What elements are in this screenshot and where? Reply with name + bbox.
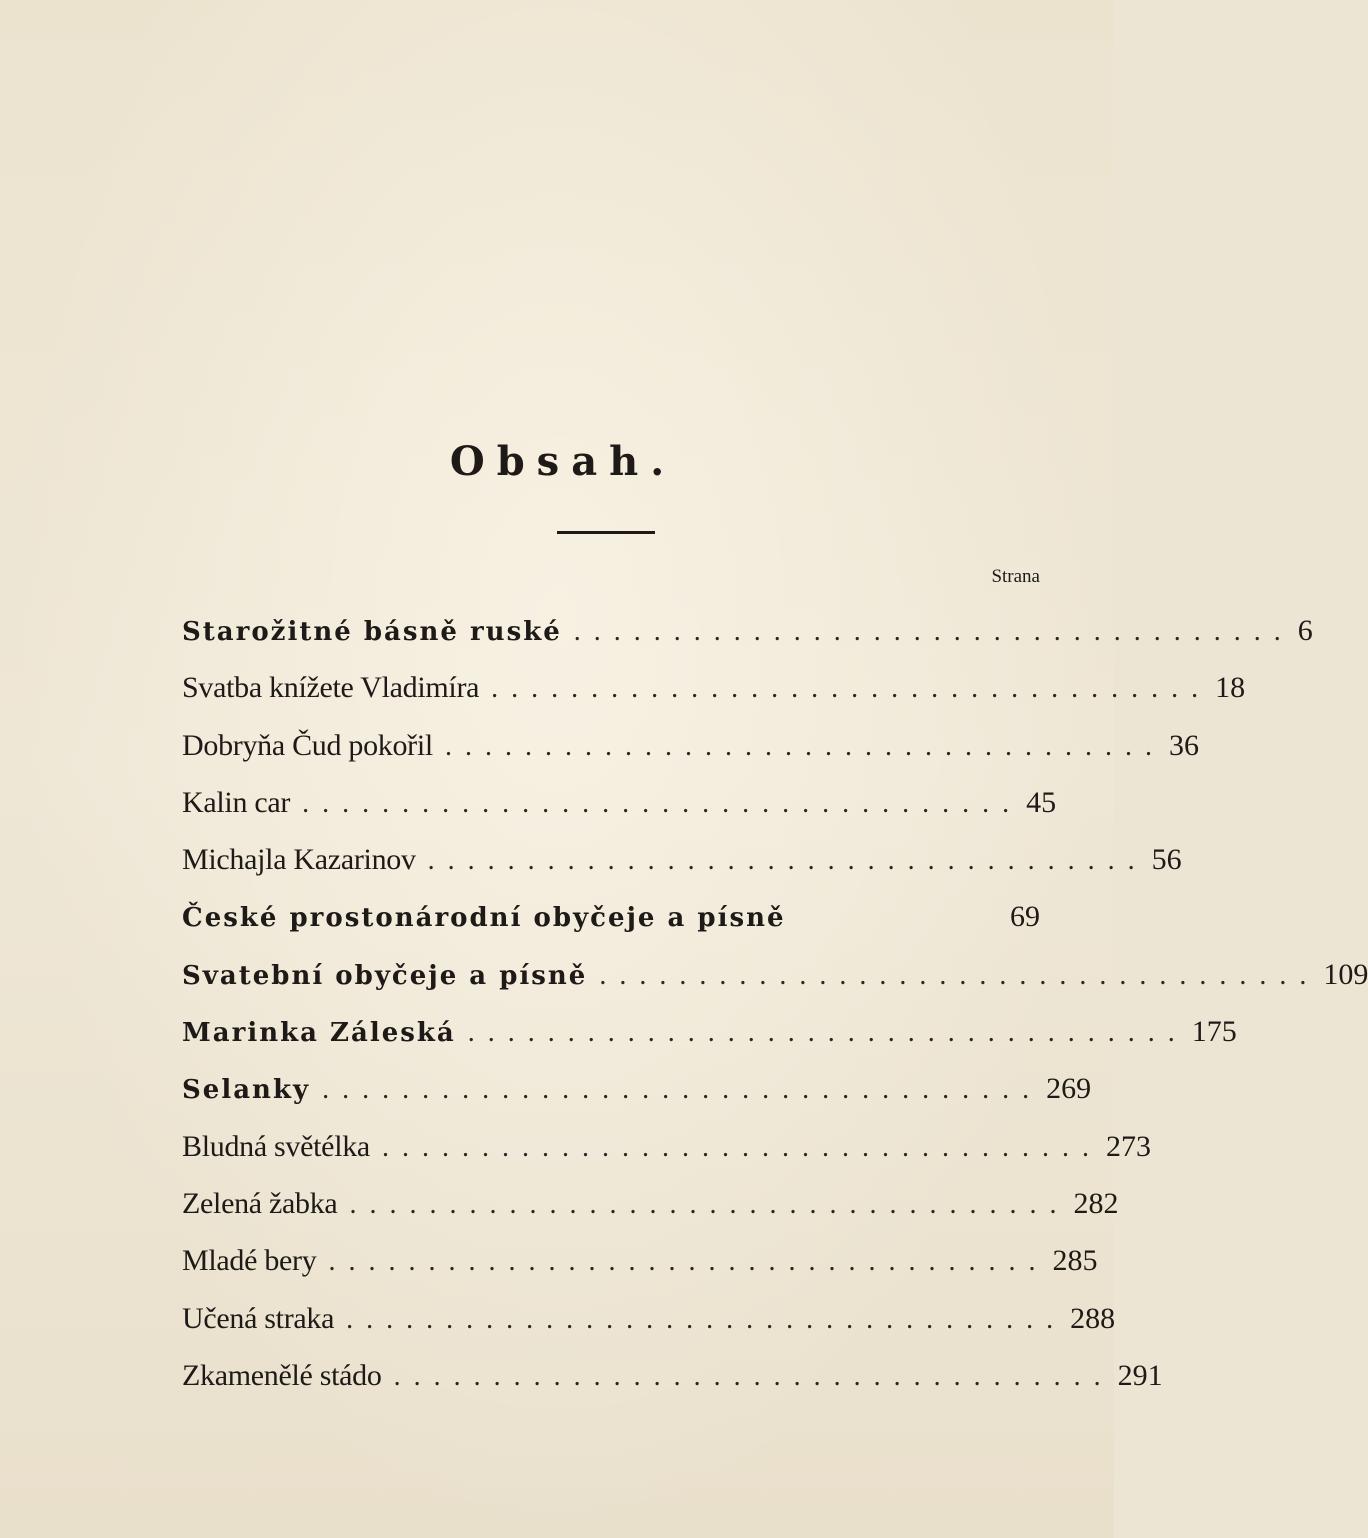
dot-leader: .................................... [349,1188,1070,1220]
dot-leader: .................................... [302,787,1023,819]
toc-entry[interactable] [182,717,1199,774]
dot-leader: .................................... [322,1074,1043,1106]
toc-entry-page: 18 [1215,671,1246,705]
toc-entry-page: 282 [1073,1186,1119,1220]
toc-entry-page: 175 [1191,1015,1237,1049]
toc-entry-page: 56 [1151,843,1182,877]
toc-entry-title: Starožitné básně ruské [182,617,562,647]
toc-entry[interactable] [182,1347,1163,1404]
toc-entry[interactable] [182,659,1246,716]
toc-entry-title: Selanky [182,1075,311,1106]
toc-entry[interactable] [182,1060,1092,1117]
page-title: Obsah. [449,438,677,485]
toc-entry[interactable] [182,1175,1119,1232]
dot-leader: .................................... [427,845,1148,877]
toc-entry-page: 109 [1323,957,1368,991]
toc-entry-page: 273 [1105,1129,1151,1163]
dot-leader: .................................... [346,1303,1067,1335]
toc-entry[interactable] [182,1290,1116,1347]
toc-entry-title: Zkamenělé stádo [182,1358,382,1392]
page-column-header: Strana [991,566,1040,587]
toc-entry-title: Marinka Záleská [182,1018,456,1049]
toc-entry-title: Kalin car [182,785,291,819]
dot-leader: .................................... [381,1131,1102,1163]
dot-leader: .................................... [393,1360,1114,1392]
toc-entry-title: Dobryňa Čud pokořil [182,728,433,762]
toc-entry[interactable] [182,774,1057,831]
toc-entry-title: Svatební obyčeje a písně [182,960,588,991]
toc-entry-title: České prostonárodní obyčeje a písně [182,903,786,934]
dot-leader: .................................... [328,1246,1049,1278]
toc-entry-page: 288 [1070,1301,1116,1335]
toc-entry[interactable] [182,1232,1098,1289]
toc-entry-title: Mladé bery [182,1244,317,1278]
toc-entry-page: 45 [1026,785,1057,819]
dot-leader: .................................... [573,616,1294,647]
dot-leader: .................................... [599,959,1320,991]
toc-entry-page: 285 [1052,1244,1098,1278]
toc-entry-title: Svatba knížete Vladimíra [182,671,480,705]
toc-entry-page: 36 [1168,728,1199,762]
dot-leader: .................................... [491,673,1212,705]
dot-leader: .................................... [467,1017,1188,1049]
dot-leader: .................................... [444,730,1165,762]
toc-entry-title: Učená straka [182,1301,335,1335]
toc-entry-page: 6 [1297,614,1313,647]
toc-entry[interactable] [182,946,1368,1003]
toc-entry[interactable] [182,831,1182,888]
toc-entry[interactable] [182,1118,1151,1175]
toc-entry-title: Zelená žabka [182,1186,338,1220]
toc-entry-page: 269 [1046,1072,1092,1106]
title-rule [557,531,655,534]
toc-entry[interactable] [182,1003,1237,1060]
toc-entry-title: Michajla Kazarinov [182,843,416,877]
toc-entry-title: Bludná světélka [182,1129,370,1163]
toc-entry-page: 69 [1010,900,1040,934]
table-of-contents [182,602,1368,1404]
toc-entry[interactable] [182,602,1313,659]
toc-entry-page: 291 [1117,1358,1163,1392]
toc-entry[interactable] [182,888,1040,945]
